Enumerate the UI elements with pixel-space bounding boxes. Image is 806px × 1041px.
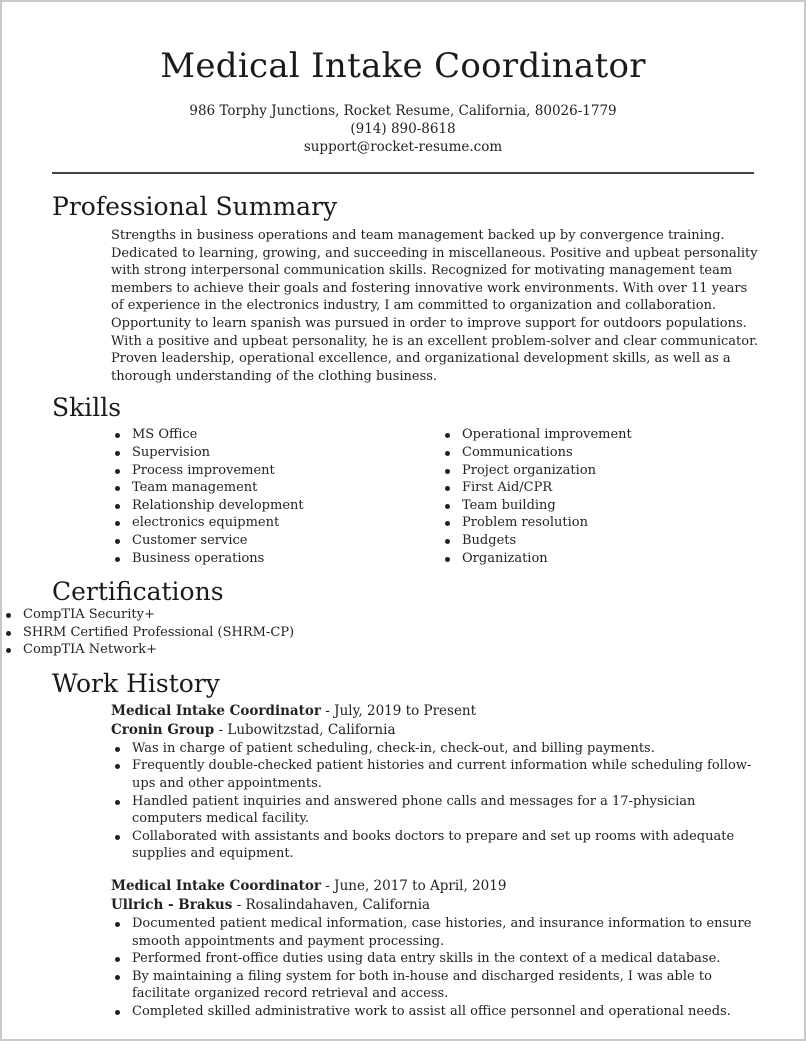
job-entry bbox=[2, 877, 804, 1021]
job-duty: Collaborated with assistants and books doctors to prepare and set up rooms with adequate supplies and equipment. bbox=[111, 828, 764, 863]
skills-grid bbox=[2, 426, 804, 567]
job-role-line bbox=[111, 877, 764, 896]
contact-address: 986 Torphy Junctions, Rocket Resume, California, 80026-1779 bbox=[189, 103, 617, 119]
summary-text: Strengths in business operations and team management backed up by convergence training. Dedicated to learning, growing, and succeeding in miscellaneous. Positive and upbeat personality with strong interpersonal communication skills. Recognized for motivating management team members to achieve their goals and fostering innovative work environments. With over 11 years of experience in the electronics industry, I am committed to organization and collaboration. Opportunity to learn spanish was pursued in order to improve support for outdoors populations. With a positive and upbeat personality, he is an excellent problem-solver and clear communicator. Proven leadership, operational excellence, and organizational development skills, as well as a thorough understanding of the clothing business. bbox=[111, 228, 759, 384]
skill-item: Team management bbox=[111, 479, 441, 497]
job-duty: Handled patient inquiries and answered phone calls and messages for a 17-physician computers medical facility. bbox=[111, 793, 764, 828]
job-duties bbox=[111, 740, 764, 863]
job-role: Medical Intake Coordinator bbox=[111, 702, 322, 719]
skills-column-left bbox=[111, 426, 441, 567]
certifications-list bbox=[2, 606, 804, 659]
resume-header bbox=[2, 2, 804, 156]
work-history-heading: Work History bbox=[52, 668, 220, 698]
skill-item: Organization bbox=[441, 550, 771, 568]
summary-heading: Professional Summary bbox=[52, 192, 338, 221]
skill-item: Operational improvement bbox=[441, 426, 771, 444]
skill-item: Communications bbox=[441, 444, 771, 462]
job-company: Ullrich - Brakus bbox=[111, 897, 233, 914]
job-duties bbox=[111, 915, 764, 1021]
skill-item: First Aid/CPR bbox=[441, 479, 771, 497]
skill-item: Budgets bbox=[441, 532, 771, 550]
skill-item: MS Office bbox=[111, 426, 441, 444]
skill-item: Relationship development bbox=[111, 497, 441, 515]
job-duty: Frequently double-checked patient histories and current information while scheduling follow-ups and other appointments. bbox=[111, 757, 764, 792]
job-duty: Documented patient medical information, case histories, and insurance information to ensure smooth appointments and payment processing. bbox=[111, 915, 764, 950]
certification-item: CompTIA Network+ bbox=[2, 641, 804, 659]
skill-item: Team building bbox=[441, 497, 771, 515]
contact-email: support@rocket-resume.com bbox=[303, 139, 503, 155]
skills-column-right bbox=[441, 426, 771, 567]
candidate-title: Medical Intake Coordinator bbox=[160, 46, 646, 86]
job-company-line bbox=[111, 721, 764, 740]
skill-item: Business operations bbox=[111, 550, 441, 568]
skill-item: Customer service bbox=[111, 532, 441, 550]
skills-heading: Skills bbox=[52, 393, 122, 423]
skill-item: Problem resolution bbox=[441, 514, 771, 532]
header-divider bbox=[52, 172, 754, 174]
job-company-line bbox=[111, 896, 764, 915]
skill-item: Supervision bbox=[111, 444, 441, 462]
job-duty: Was in charge of patient scheduling, check-in, check-out, and billing payments. bbox=[111, 740, 764, 758]
job-role: Medical Intake Coordinator bbox=[111, 878, 322, 895]
job-dates: - July, 2019 to Present bbox=[321, 702, 477, 719]
contact-phone: (914) 890-8618 bbox=[350, 121, 456, 137]
job-role-line bbox=[111, 702, 764, 721]
job-dates: - June, 2017 to April, 2019 bbox=[321, 878, 507, 895]
certification-item: SHRM Certified Professional (SHRM-CP) bbox=[2, 624, 804, 642]
job-location: - Lubowitzstad, California bbox=[214, 721, 396, 738]
skill-item: Project organization bbox=[441, 462, 771, 480]
skill-item: electronics equipment bbox=[111, 514, 441, 532]
skill-item: Process improvement bbox=[111, 462, 441, 480]
certification-item: CompTIA Security+ bbox=[2, 606, 804, 624]
job-duty: Completed skilled administrative work to assist all office personnel and operational needs. bbox=[111, 1003, 764, 1021]
job-duty: Performed front-office duties using data entry skills in the context of a medical database. bbox=[111, 950, 764, 968]
job-entry bbox=[2, 702, 804, 863]
job-company: Cronin Group bbox=[111, 721, 215, 738]
job-location: - Rosalindahaven, California bbox=[232, 897, 431, 914]
certifications-heading: Certifications bbox=[52, 577, 224, 607]
job-duty: By maintaining a filing system for both in-house and discharged residents, I was able to facilitate organized record retrieval and access. bbox=[111, 968, 764, 1003]
